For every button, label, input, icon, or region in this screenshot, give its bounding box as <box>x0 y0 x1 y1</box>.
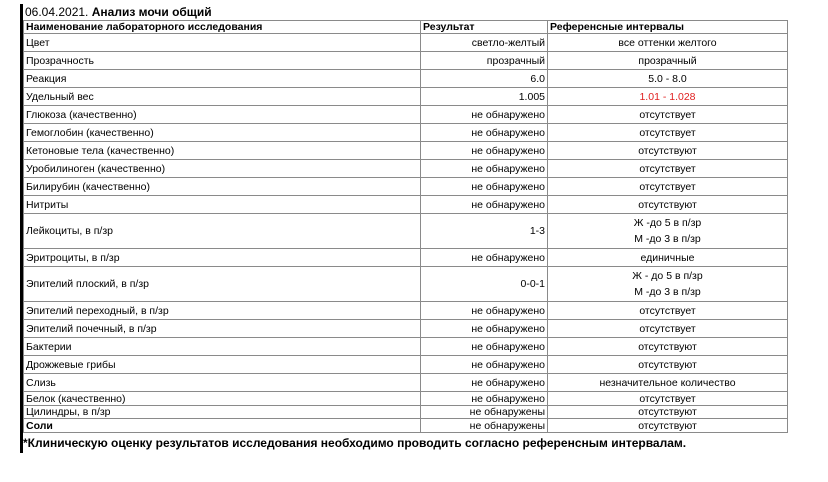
test-name: Удельный вес <box>24 88 421 106</box>
table-row <box>24 106 788 124</box>
test-name: Цвет <box>24 34 421 52</box>
table-header-row <box>24 21 788 34</box>
table-row <box>24 302 788 320</box>
test-name: Гемоглобин (качественно) <box>24 124 421 142</box>
test-name: Слизь <box>24 374 421 392</box>
test-name: Билирубин (качественно) <box>24 178 421 196</box>
reference-female: Ж -до 5 в п/зр <box>633 217 702 229</box>
table-row <box>24 70 788 88</box>
table-row <box>24 160 788 178</box>
test-result: 1.005 <box>421 88 548 106</box>
test-result: не обнаружены <box>421 419 548 433</box>
test-result: не обнаружено <box>421 302 548 320</box>
test-reference: все оттенки желтого <box>548 34 788 52</box>
column-header-reference: Референсные интервалы <box>548 21 788 34</box>
test-reference <box>548 214 788 249</box>
table-row <box>24 338 788 356</box>
test-reference: прозрачный <box>548 52 788 70</box>
test-reference-out-of-range: 1.01 - 1.028 <box>548 88 788 106</box>
test-name: Кетоновые тела (качественно) <box>24 142 421 160</box>
test-reference: 5.0 - 8.0 <box>548 70 788 88</box>
test-result: не обнаружено <box>421 374 548 392</box>
test-result: не обнаружено <box>421 356 548 374</box>
test-result: не обнаружено <box>421 392 548 406</box>
column-header-name: Наименование лабораторного исследования <box>24 21 421 34</box>
test-result: не обнаружено <box>421 178 548 196</box>
footnote: *Клиническую оценку результатов исследования необходимо проводить согласно референсным интервалам. <box>23 436 687 450</box>
table-row <box>24 267 788 302</box>
reference-female: Ж - до 5 в п/зр <box>632 270 703 282</box>
test-reference: единичные <box>548 249 788 267</box>
test-name: Дрожжевые грибы <box>24 356 421 374</box>
test-result: светло-желтый <box>421 34 548 52</box>
test-reference: отсутствует <box>548 392 788 406</box>
test-result: 6.0 <box>421 70 548 88</box>
test-reference: отсутствуют <box>548 419 788 433</box>
table-row <box>24 34 788 52</box>
test-reference: отсутствует <box>548 302 788 320</box>
table-row <box>24 178 788 196</box>
test-result: не обнаружено <box>421 196 548 214</box>
test-reference: отсутствуют <box>548 356 788 374</box>
test-reference: отсутствуют <box>548 196 788 214</box>
test-reference: отсутствует <box>548 124 788 142</box>
test-name: Цилиндры, в п/зр <box>24 406 421 419</box>
table-row <box>24 142 788 160</box>
test-result: прозрачный <box>421 52 548 70</box>
reference-male: М -до 3 в п/зр <box>634 286 701 298</box>
test-reference: отсутствуют <box>548 406 788 419</box>
table-row <box>24 419 788 433</box>
test-reference: отсутствует <box>548 178 788 196</box>
test-reference: отсутствуют <box>548 142 788 160</box>
test-result: не обнаружено <box>421 142 548 160</box>
test-result: не обнаружено <box>421 124 548 142</box>
report-name: Анализ мочи общий <box>91 5 212 19</box>
test-result: не обнаружены <box>421 406 548 419</box>
test-result: не обнаружено <box>421 320 548 338</box>
test-name: Глюкоза (качественно) <box>24 106 421 124</box>
test-reference: отсутствует <box>548 160 788 178</box>
test-name: Бактерии <box>24 338 421 356</box>
test-name: Лейкоциты, в п/зр <box>24 214 421 249</box>
test-result: не обнаружено <box>421 249 548 267</box>
table-row <box>24 249 788 267</box>
reference-male: М -до 3 в п/зр <box>634 233 701 245</box>
test-name: Эпителий почечный, в п/зр <box>24 320 421 338</box>
column-header-result: Результат <box>421 21 548 34</box>
test-name: Белок (качественно) <box>24 392 421 406</box>
test-name: Нитриты <box>24 196 421 214</box>
table-row <box>24 374 788 392</box>
table-row <box>24 406 788 419</box>
table-row <box>24 356 788 374</box>
report-title <box>23 4 787 20</box>
test-reference: отсутствует <box>548 320 788 338</box>
test-result: 0-0-1 <box>421 267 548 302</box>
table-row <box>24 392 788 406</box>
test-reference: незначительное количество <box>548 374 788 392</box>
test-reference: отсутствуют <box>548 338 788 356</box>
test-name: Соли <box>24 419 421 433</box>
test-name: Эпителий плоский, в п/зр <box>24 267 421 302</box>
report-date: 06.04.2021. <box>25 5 89 19</box>
table-row <box>24 124 788 142</box>
test-reference: отсутствует <box>548 106 788 124</box>
test-result: 1-3 <box>421 214 548 249</box>
table-row <box>24 214 788 249</box>
test-result: не обнаружено <box>421 106 548 124</box>
table-row <box>24 52 788 70</box>
test-name: Эритроциты, в п/зр <box>24 249 421 267</box>
test-reference <box>548 267 788 302</box>
test-name: Реакция <box>24 70 421 88</box>
test-name: Прозрачность <box>24 52 421 70</box>
results-table <box>23 20 788 433</box>
test-name: Уробилиноген (качественно) <box>24 160 421 178</box>
test-name: Эпителий переходный, в п/зр <box>24 302 421 320</box>
table-row <box>24 196 788 214</box>
table-row <box>24 88 788 106</box>
lab-report <box>20 4 787 453</box>
test-result: не обнаружено <box>421 160 548 178</box>
test-result: не обнаружено <box>421 338 548 356</box>
table-row <box>24 320 788 338</box>
